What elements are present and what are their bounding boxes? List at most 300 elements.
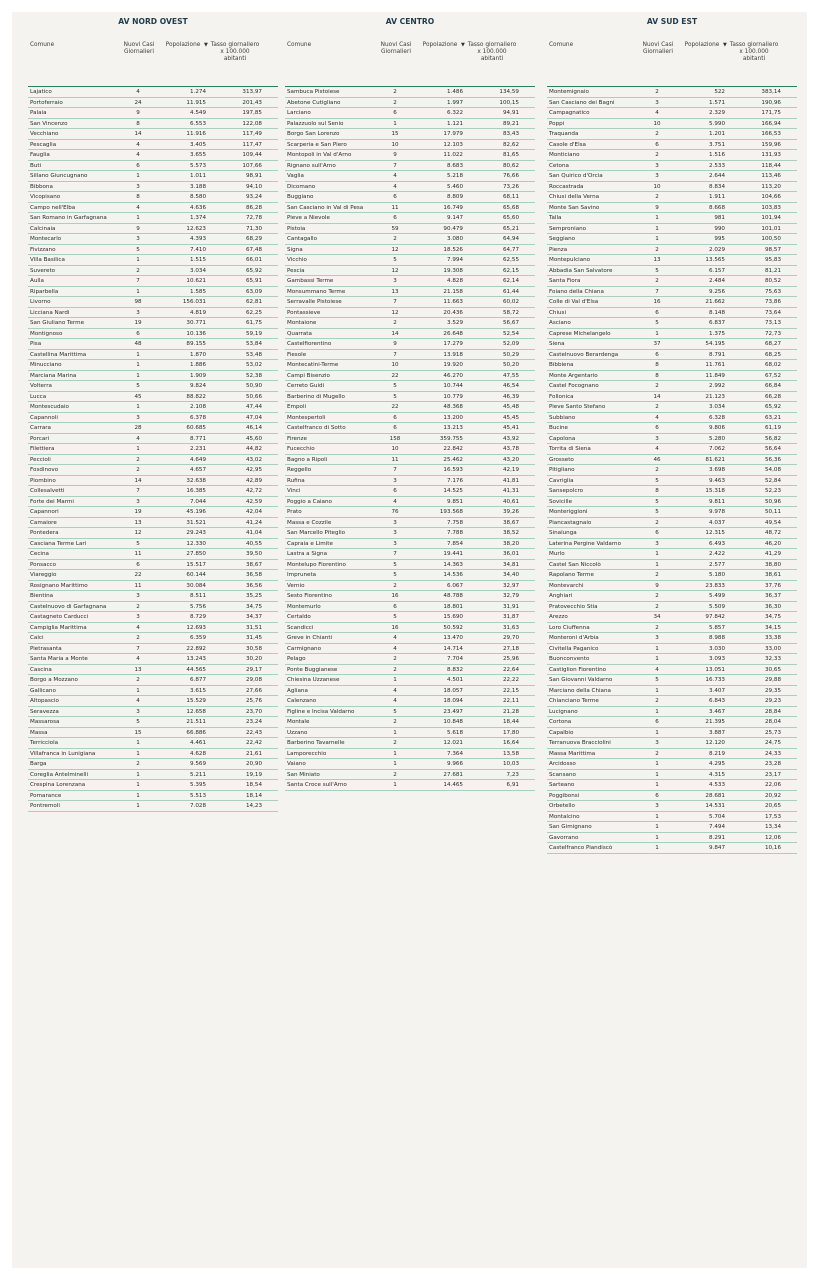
table-row[interactable] <box>285 161 535 172</box>
table-row[interactable] <box>547 224 797 235</box>
table-row[interactable] <box>28 255 278 266</box>
cell-popolazione: 60.685 <box>186 425 206 431</box>
cell-comune: Sarteano <box>549 782 575 788</box>
table-row[interactable] <box>28 560 278 571</box>
table-row[interactable] <box>285 392 535 403</box>
cell-comune: Seravezza <box>30 708 59 715</box>
cell-tasso: 19,19 <box>245 771 262 778</box>
table-row[interactable] <box>547 381 797 392</box>
table-row[interactable] <box>547 644 797 655</box>
table-row[interactable] <box>547 770 797 781</box>
cell-nuovi-casi: 6 <box>655 530 659 536</box>
table-row[interactable] <box>285 602 535 613</box>
table-row[interactable] <box>547 171 797 182</box>
table-row[interactable] <box>547 182 797 193</box>
table-row[interactable] <box>28 98 278 109</box>
cell-comune: Gallicano <box>30 687 56 694</box>
column-header-tasso[interactable]: Tasso giornaliero x 100.000 abitanti <box>729 42 779 62</box>
table-row[interactable] <box>28 654 278 665</box>
table-row[interactable] <box>28 539 278 550</box>
table-row[interactable] <box>285 770 535 781</box>
table-row[interactable] <box>547 696 797 707</box>
column-header-popolazione[interactable]: Popolazione <box>422 42 458 48</box>
table-row[interactable] <box>28 87 278 98</box>
table-row[interactable] <box>285 665 535 676</box>
cell-popolazione: 4.393 <box>189 236 206 242</box>
table-row[interactable] <box>285 497 535 508</box>
table-row[interactable] <box>28 581 278 592</box>
cell-popolazione: 981 <box>714 215 725 221</box>
column-header-tasso[interactable]: Tasso giornaliero x 100.000 abitanti <box>467 42 517 62</box>
table-row[interactable] <box>547 665 797 676</box>
table-row[interactable] <box>547 801 797 812</box>
table-row[interactable] <box>285 549 535 560</box>
table-row[interactable] <box>28 717 278 728</box>
table-row[interactable] <box>28 203 278 214</box>
cell-comune: Campiglia Marittima <box>30 624 87 631</box>
table-row[interactable] <box>28 360 278 371</box>
table-row[interactable] <box>285 98 535 109</box>
table-row[interactable] <box>285 224 535 235</box>
cell-popolazione: 7.062 <box>708 446 725 452</box>
table-row[interactable] <box>28 266 278 277</box>
table-row[interactable] <box>28 213 278 224</box>
table-row[interactable] <box>285 591 535 602</box>
table-row[interactable] <box>547 108 797 119</box>
table-row[interactable] <box>547 476 797 487</box>
table-row[interactable] <box>285 486 535 497</box>
table-row[interactable] <box>547 276 797 287</box>
table-row[interactable] <box>285 371 535 382</box>
table-row[interactable] <box>28 728 278 739</box>
table-row[interactable] <box>285 465 535 476</box>
cell-tasso: 42,19 <box>502 467 519 473</box>
table-row[interactable] <box>28 591 278 602</box>
cell-nuovi-casi: 2 <box>655 194 659 200</box>
table-row[interactable] <box>547 528 797 539</box>
cell-tasso: 22,42 <box>245 740 262 746</box>
table-row[interactable] <box>285 171 535 182</box>
table-row[interactable] <box>28 192 278 203</box>
table-row[interactable] <box>28 308 278 319</box>
cell-popolazione: 6.157 <box>708 267 725 274</box>
column-header-nuovi-casi[interactable]: Nuovi Casi Giornalieri <box>642 42 674 55</box>
table-row[interactable] <box>28 423 278 434</box>
table-row[interactable] <box>547 812 797 823</box>
table-row[interactable] <box>285 287 535 298</box>
cell-popolazione: 1.516 <box>708 152 725 158</box>
cell-popolazione: 2.644 <box>708 173 725 179</box>
table-row[interactable] <box>285 234 535 245</box>
table-row[interactable] <box>285 140 535 151</box>
table-row[interactable] <box>285 696 535 707</box>
cell-popolazione: 13.200 <box>443 414 463 421</box>
table-row[interactable] <box>547 192 797 203</box>
table-row[interactable] <box>28 675 278 686</box>
table-row[interactable] <box>285 350 535 361</box>
cell-tasso: 30,58 <box>245 645 262 652</box>
table-row[interactable] <box>547 371 797 382</box>
cell-nuovi-casi: 3 <box>393 530 397 536</box>
cell-popolazione: 14.363 <box>443 561 463 568</box>
table-row[interactable] <box>285 570 535 581</box>
table-row[interactable] <box>285 360 535 371</box>
table-row[interactable] <box>547 318 797 329</box>
cell-popolazione: 23.833 <box>705 582 725 589</box>
table-row[interactable] <box>28 119 278 130</box>
table-row[interactable] <box>285 780 535 791</box>
table-row[interactable] <box>285 119 535 130</box>
table-row[interactable] <box>285 413 535 424</box>
cell-tasso: 52,54 <box>502 330 519 337</box>
table-row[interactable] <box>28 171 278 182</box>
column-header-popolazione[interactable]: Popolazione <box>684 42 720 48</box>
table-row[interactable] <box>547 507 797 518</box>
table-row[interactable] <box>547 780 797 791</box>
table-row[interactable] <box>28 402 278 413</box>
cell-comune: Livorno <box>30 299 51 305</box>
table-row[interactable] <box>28 707 278 718</box>
table-row[interactable] <box>28 465 278 476</box>
cell-popolazione: 1.011 <box>189 173 206 179</box>
table-row[interactable] <box>285 707 535 718</box>
table-row[interactable] <box>285 455 535 466</box>
cell-tasso: 53,84 <box>245 341 262 347</box>
table-row[interactable] <box>28 791 278 802</box>
cell-popolazione: 17.279 <box>443 341 463 347</box>
table-row[interactable] <box>28 350 278 361</box>
table-row[interactable] <box>285 539 535 550</box>
cell-nuovi-casi: 2 <box>655 404 659 410</box>
table-row[interactable] <box>547 560 797 571</box>
cell-popolazione: 30.084 <box>186 582 206 589</box>
table-row[interactable] <box>285 192 535 203</box>
table-row[interactable] <box>547 413 797 424</box>
column-header-nuovi-casi[interactable]: Nuovi Casi Giornalieri <box>123 42 155 55</box>
table-row[interactable] <box>547 392 797 403</box>
cell-comune: Prato <box>287 509 302 515</box>
cell-comune: San Giuliano Terme <box>30 320 85 326</box>
column-header-comune[interactable]: Comune <box>30 42 55 48</box>
table-row[interactable] <box>28 602 278 613</box>
table-row[interactable] <box>547 339 797 350</box>
table-row[interactable] <box>28 665 278 676</box>
table-row[interactable] <box>28 507 278 518</box>
cell-tasso: 34,75 <box>764 614 781 620</box>
table-row[interactable] <box>547 140 797 151</box>
table-row[interactable] <box>285 339 535 350</box>
table-row[interactable] <box>28 224 278 235</box>
table-row[interactable] <box>285 329 535 340</box>
table-row[interactable] <box>285 297 535 308</box>
table-row[interactable] <box>547 654 797 665</box>
cell-nuovi-casi: 1 <box>136 740 140 746</box>
table-row[interactable] <box>285 738 535 749</box>
table-row[interactable] <box>285 612 535 623</box>
column-header-nuovi-casi[interactable]: Nuovi Casi Giornalieri <box>380 42 412 55</box>
table-row[interactable] <box>547 129 797 140</box>
table-row[interactable] <box>547 686 797 697</box>
table-row[interactable] <box>547 602 797 613</box>
table-row[interactable] <box>547 245 797 256</box>
table-row[interactable] <box>28 770 278 781</box>
cell-popolazione: 1.911 <box>708 194 725 200</box>
table-row[interactable] <box>285 87 535 98</box>
table-row[interactable] <box>547 612 797 623</box>
table-row[interactable] <box>547 633 797 644</box>
cell-comune: Carmignano <box>287 645 322 652</box>
table-row[interactable] <box>547 833 797 844</box>
table-row[interactable] <box>28 738 278 749</box>
table-row[interactable] <box>547 539 797 550</box>
table-row[interactable] <box>285 402 535 413</box>
table-row[interactable] <box>285 728 535 739</box>
table-row[interactable] <box>547 570 797 581</box>
cell-popolazione: 4.828 <box>446 278 463 284</box>
table-row[interactable] <box>285 528 535 539</box>
table-row[interactable] <box>285 654 535 665</box>
table-row[interactable] <box>547 581 797 592</box>
table-row[interactable] <box>547 759 797 770</box>
cell-comune: Pelago <box>287 656 306 662</box>
table-row[interactable] <box>547 119 797 130</box>
table-row[interactable] <box>285 266 535 277</box>
table-row[interactable] <box>285 717 535 728</box>
cell-popolazione: 4.295 <box>708 761 725 767</box>
cell-tasso: 61,44 <box>502 288 519 295</box>
cell-comune: Calci <box>30 635 44 641</box>
cell-nuovi-casi: 34 <box>653 614 661 620</box>
table-row[interactable] <box>28 287 278 298</box>
table-row[interactable] <box>547 591 797 602</box>
table-row[interactable] <box>547 497 797 508</box>
cell-tasso: 63,21 <box>764 414 781 421</box>
table-row[interactable] <box>285 308 535 319</box>
table-row[interactable] <box>285 623 535 634</box>
table-row[interactable] <box>28 245 278 256</box>
column-header-popolazione[interactable]: Popolazione <box>165 42 201 48</box>
table-row[interactable] <box>547 843 797 854</box>
table-row[interactable] <box>285 245 535 256</box>
table-row[interactable] <box>285 444 535 455</box>
cell-comune: Collesalvetti <box>30 488 65 494</box>
table-row[interactable] <box>547 234 797 245</box>
cell-nuovi-casi: 1 <box>136 803 140 809</box>
table-row[interactable] <box>285 213 535 224</box>
table-row[interactable] <box>547 728 797 739</box>
table-row[interactable] <box>547 707 797 718</box>
table-row[interactable] <box>28 633 278 644</box>
table-row[interactable] <box>28 150 278 161</box>
sort-desc-icon[interactable]: ▼ <box>461 42 465 48</box>
cell-nuovi-casi: 9 <box>393 341 397 347</box>
table-row[interactable] <box>285 507 535 518</box>
cell-popolazione: 8.668 <box>708 204 725 211</box>
cell-nuovi-casi: 3 <box>655 99 659 106</box>
table-row[interactable] <box>285 423 535 434</box>
table-row[interactable] <box>28 276 278 287</box>
cell-comune: Abetone Cutigliano <box>287 99 341 106</box>
column-header-tasso[interactable]: Tasso giornaliero x 100.000 abitanti <box>210 42 260 62</box>
table-row[interactable] <box>28 182 278 193</box>
table-row[interactable] <box>285 675 535 686</box>
table-row[interactable] <box>285 518 535 529</box>
table-row[interactable] <box>285 644 535 655</box>
table-row[interactable] <box>28 318 278 329</box>
table-row[interactable] <box>547 444 797 455</box>
table-row[interactable] <box>28 570 278 581</box>
table-row[interactable] <box>28 392 278 403</box>
table-row[interactable] <box>547 749 797 760</box>
table-row[interactable] <box>547 360 797 371</box>
table-row[interactable] <box>285 759 535 770</box>
table-row[interactable] <box>28 329 278 340</box>
table-row[interactable] <box>28 528 278 539</box>
table-row[interactable] <box>547 822 797 833</box>
table-row[interactable] <box>285 686 535 697</box>
table-row[interactable] <box>285 581 535 592</box>
column-header-comune[interactable]: Comune <box>549 42 574 48</box>
cell-tasso: 22,06 <box>764 782 781 788</box>
table-row[interactable] <box>28 455 278 466</box>
table-row[interactable] <box>28 549 278 560</box>
table-row[interactable] <box>28 381 278 392</box>
table-row[interactable] <box>28 780 278 791</box>
table-row[interactable] <box>285 108 535 119</box>
table-row[interactable] <box>28 686 278 697</box>
table-row[interactable] <box>28 696 278 707</box>
table-row[interactable] <box>28 339 278 350</box>
cell-nuovi-casi: 2 <box>136 467 140 473</box>
table-row[interactable] <box>547 308 797 319</box>
sort-desc-icon[interactable]: ▼ <box>723 42 727 48</box>
cell-comune: Barberino Tavarnelle <box>287 740 345 746</box>
cell-nuovi-casi: 3 <box>136 593 140 599</box>
cell-tasso: 25,96 <box>502 656 519 662</box>
table-row[interactable] <box>28 297 278 308</box>
table-row[interactable] <box>285 255 535 266</box>
table-row[interactable] <box>285 150 535 161</box>
table-row[interactable] <box>285 129 535 140</box>
table-row[interactable] <box>28 623 278 634</box>
table-row[interactable] <box>547 98 797 109</box>
cell-nuovi-casi: 1 <box>655 824 659 830</box>
cell-comune: Bibbiena <box>549 362 574 368</box>
table-row[interactable] <box>547 518 797 529</box>
table-row[interactable] <box>547 455 797 466</box>
cell-tasso: 47,04 <box>245 414 262 421</box>
table-row[interactable] <box>28 644 278 655</box>
table-row[interactable] <box>28 161 278 172</box>
table-row[interactable] <box>28 801 278 812</box>
cell-nuovi-casi: 6 <box>393 488 397 494</box>
table-row[interactable] <box>547 161 797 172</box>
cell-comune: Borgo San Lorenzo <box>287 131 340 137</box>
table-row[interactable] <box>28 413 278 424</box>
cell-comune: Larciano <box>287 110 311 116</box>
table-row[interactable] <box>28 497 278 508</box>
cell-popolazione: 9.851 <box>446 498 463 505</box>
table-row[interactable] <box>285 476 535 487</box>
table-row[interactable] <box>285 203 535 214</box>
cell-popolazione: 4.657 <box>189 467 206 473</box>
cell-nuovi-casi: 3 <box>655 173 659 179</box>
table-row[interactable] <box>547 623 797 634</box>
table-row[interactable] <box>28 486 278 497</box>
table-row[interactable] <box>285 749 535 760</box>
table-row[interactable] <box>547 255 797 266</box>
table-row[interactable] <box>285 381 535 392</box>
table-row[interactable] <box>285 633 535 644</box>
table-row[interactable] <box>28 749 278 760</box>
sort-desc-icon[interactable]: ▼ <box>204 42 208 48</box>
table-row[interactable] <box>547 738 797 749</box>
table-row[interactable] <box>28 759 278 770</box>
table-row[interactable] <box>28 612 278 623</box>
table-row[interactable] <box>547 350 797 361</box>
cell-tasso: 65,21 <box>502 225 519 232</box>
cell-nuovi-casi: 5 <box>655 677 659 683</box>
table-row[interactable] <box>547 465 797 476</box>
table-row[interactable] <box>285 276 535 287</box>
table-row[interactable] <box>547 434 797 445</box>
cell-comune: Sillano Giuncugnano <box>30 173 88 179</box>
cell-nuovi-casi: 3 <box>393 540 397 547</box>
cell-nuovi-casi: 14 <box>653 393 661 400</box>
table-row[interactable] <box>547 87 797 98</box>
table-row[interactable] <box>547 486 797 497</box>
table-row[interactable] <box>547 717 797 728</box>
table-row[interactable] <box>547 423 797 434</box>
table-row[interactable] <box>285 318 535 329</box>
table-row[interactable] <box>28 234 278 245</box>
cell-comune: Pisa <box>30 341 42 347</box>
table-row[interactable] <box>547 329 797 340</box>
table-row[interactable] <box>547 402 797 413</box>
table-row[interactable] <box>28 140 278 151</box>
table-row[interactable] <box>547 150 797 161</box>
cell-comune: Rignano sull'Arno <box>287 162 336 169</box>
table-row[interactable] <box>547 213 797 224</box>
table-row[interactable] <box>547 791 797 802</box>
table-row[interactable] <box>28 129 278 140</box>
cell-popolazione: 7.854 <box>446 540 463 547</box>
table-row[interactable] <box>547 675 797 686</box>
table-row[interactable] <box>547 287 797 298</box>
table-row[interactable] <box>28 371 278 382</box>
cell-comune: Castelfranco di Sotto <box>287 425 346 431</box>
table-row[interactable] <box>28 476 278 487</box>
table-row[interactable] <box>28 108 278 119</box>
cell-nuovi-casi: 1 <box>655 771 659 778</box>
table-row[interactable] <box>547 297 797 308</box>
cell-popolazione: 12.315 <box>705 530 725 536</box>
cell-popolazione: 32.638 <box>186 477 206 484</box>
table-row[interactable] <box>285 560 535 571</box>
table-row[interactable] <box>28 434 278 445</box>
cell-tasso: 107,66 <box>242 162 262 169</box>
table-row[interactable] <box>547 549 797 560</box>
table-row[interactable] <box>28 444 278 455</box>
column-header-comune[interactable]: Comune <box>287 42 312 48</box>
cell-popolazione: 3.034 <box>708 404 725 410</box>
table-row[interactable] <box>285 182 535 193</box>
table-row[interactable] <box>285 434 535 445</box>
table-row[interactable] <box>28 518 278 529</box>
cell-nuovi-casi: 7 <box>393 299 397 305</box>
table-row[interactable] <box>547 203 797 214</box>
table-row[interactable] <box>547 266 797 277</box>
